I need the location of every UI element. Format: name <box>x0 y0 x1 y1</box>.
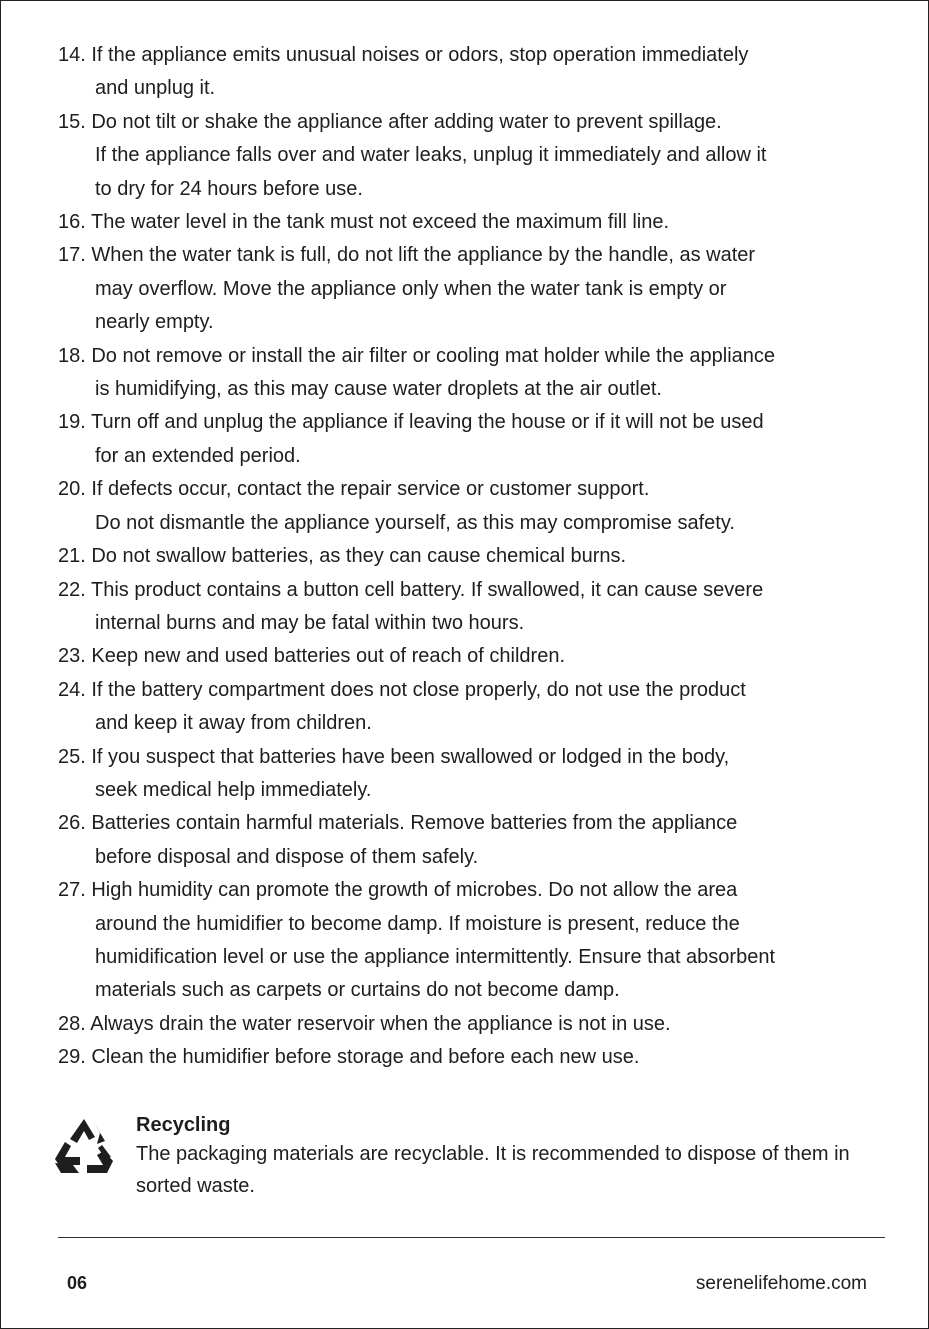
safety-instructions-list <box>58 39 878 1075</box>
instruction-text: 27. High humidity can promote the growth of microbes. Do not allow the area <box>58 879 738 902</box>
instruction-text: 24. If the battery compartment does not close properly, do not use the product <box>58 678 746 701</box>
instruction-continuation: humidification level or use the appliance intermittently. Ensure that absorbent <box>95 945 776 968</box>
list-item <box>58 874 878 1008</box>
list-item <box>58 106 878 206</box>
instruction-continuation: materials such as carpets or curtains do not become damp. <box>95 979 620 1002</box>
instruction-text: 25. If you suspect that batteries have been swallowed or lodged in the body, <box>58 745 730 768</box>
instruction-text: 28. Always drain the water reservoir when the appliance is not in use. <box>58 1012 671 1035</box>
instruction-text: 23. Keep new and used batteries out of reach of children. <box>58 645 566 668</box>
instruction-continuation: Do not dismantle the appliance yourself, as this may compromise safety. <box>95 511 735 534</box>
list-item <box>58 206 878 239</box>
instruction-continuation: seek medical help immediately. <box>95 778 372 801</box>
page-number: 06 <box>67 1273 88 1293</box>
list-item <box>58 674 878 741</box>
instruction-text: 20. If defects occur, contact the repair service or customer support. <box>58 478 650 501</box>
website-link[interactable]: serenelifehome.com <box>695 1273 867 1294</box>
list-item <box>58 640 878 673</box>
instruction-text: 29. Clean the humidifier before storage and before each new use. <box>58 1046 640 1069</box>
recycling-text: The packaging materials are recyclable. It is recommended to dispose of them in sorted waste. <box>136 1143 850 1197</box>
list-item <box>58 239 878 339</box>
list-item <box>58 807 878 874</box>
list-item <box>58 1008 878 1041</box>
instruction-text: 22. This product contains a button cell battery. If swallowed, it can cause severe <box>58 578 764 601</box>
recycling-section <box>53 1113 883 1203</box>
instruction-text: 14. If the appliance emits unusual noises or odors, stop operation immediately <box>58 44 749 66</box>
instruction-continuation: may overflow. Move the appliance only when the water tank is empty or <box>95 277 727 300</box>
instruction-text: 19. Turn off and unplug the appliance if leaving the house or if it will not be used <box>58 411 764 434</box>
list-item <box>58 540 878 573</box>
instruction-text: 26. Batteries contain harmful materials. Remove batteries from the appliance <box>58 812 738 835</box>
list-item <box>58 741 878 808</box>
recycle-icon <box>53 1117 115 1175</box>
instruction-continuation: around the humidifier to become damp. If moisture is present, reduce the <box>95 912 740 935</box>
instruction-continuation: and keep it away from children. <box>95 712 372 735</box>
instruction-continuation: before disposal and dispose of them safely. <box>95 845 479 868</box>
instruction-continuation: If the appliance falls over and water leaks, unplug it immediately and allow it <box>95 144 767 167</box>
instruction-continuation: internal burns and may be fatal within two hours. <box>95 611 525 634</box>
instruction-text: 16. The water level in the tank must not exceed the maximum fill line. <box>58 211 670 234</box>
list-item <box>58 406 878 473</box>
instruction-text: 18. Do not remove or install the air filter or cooling mat holder while the appliance <box>58 344 776 367</box>
instruction-continuation: to dry for 24 hours before use. <box>95 177 363 200</box>
list-item <box>58 574 878 641</box>
instruction-text: 21. Do not swallow batteries, as they can cause chemical burns. <box>58 545 627 568</box>
list-item <box>58 39 878 106</box>
instruction-continuation: for an extended period. <box>95 444 301 467</box>
footer-divider <box>58 1237 885 1238</box>
instruction-continuation: nearly empty. <box>95 311 214 334</box>
list-item <box>58 340 878 407</box>
list-item <box>58 1041 878 1074</box>
list-item <box>58 473 878 540</box>
recycling-title: Recycling <box>136 1114 231 1136</box>
instruction-text: 15. Do not tilt or shake the appliance after adding water to prevent spillage. <box>58 110 722 133</box>
instruction-continuation: is humidifying, as this may cause water droplets at the air outlet. <box>95 378 662 401</box>
instruction-text: 17. When the water tank is full, do not lift the appliance by the handle, as water <box>58 244 756 267</box>
instruction-continuation: and unplug it. <box>95 77 216 100</box>
